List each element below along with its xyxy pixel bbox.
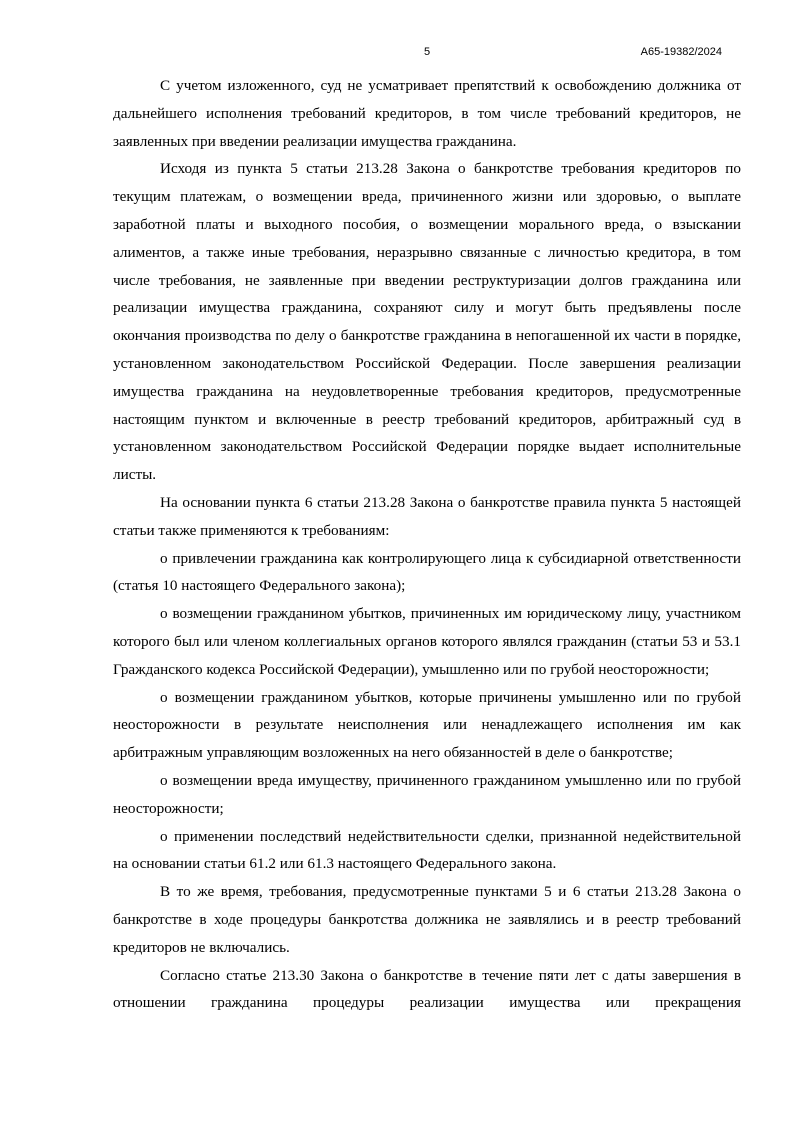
paragraph: о возмещении гражданином убытков, которые причинены умышленно или по грубой неосторожности в результате неисполнения или ненадлежащего исполнения им как арбитражным управляющим возложенных на него обязанностей в деле о банкротстве; <box>113 688 741 762</box>
paragraph: Исходя из пункта 5 статьи 213.28 Закона о банкротстве требования кредиторов по текущим платежам, о возмещении вреда, причиненного жизни или здоровью, о выплате заработной платы и выходного пособия, о возмещении морального вреда, о взыскании алиментов, а также иные требования, неразрывно связанные с личностью кредитора, в том числе требования, не заявленные при введении реструктуризации долгов гражданина или реализации имущества гражданина, сохраняют силу и могут быть предъявлены после окончания производства по делу о банкротстве гражданина в непогашенной их части в порядке, установленном законодательством Российской Федерации. После завершения реализации имущества гражданина на неудовлетворенные требования кредиторов, предусмотренные настоящим пунктом и включенные в реестр требований кредиторов, арбитражный суд в установленном законодательством Российской Федерации порядке выдает исполнительные листы. <box>113 160 741 484</box>
paragraph: о применении последствий недействительности сделки, признанной недействительной на основании статьи 61.2 или 61.3 настоящего Федерального закона. <box>113 827 741 873</box>
document-body <box>113 72 741 1017</box>
paragraph: В то же время, требования, предусмотренные пунктами 5 и 6 статьи 213.28 Закона о банкротстве в ходе процедуры банкротства должника не заявлялись и в реестр требований кредиторов не включались. <box>113 883 741 956</box>
paragraph: о привлечении гражданина как контролирующего лица к субсидиарной ответственности (статья 10 настоящего Федерального закона); <box>113 549 741 595</box>
paragraph: С учетом изложенного, суд не усматривает препятствий к освобождению должника от дальнейшего исполнения требований кредиторов, в том числе требований кредиторов, не заявленных при введении реализации имущества гражданина. <box>113 77 741 150</box>
paragraph: На основании пункта 6 статьи 213.28 Закона о банкротстве правила пункта 5 настоящей статьи также применяются к требованиям: <box>113 493 741 539</box>
paragraph: о возмещении вреда имуществу, причиненного гражданином умышленно или по грубой неосторожности; <box>113 771 741 817</box>
paragraph: Согласно статье 213.30 Закона о банкротстве в течение пяти лет с даты завершения в отношении гражданина процедуры реализации имущества или прекращения <box>113 966 741 1012</box>
page-number: 5 <box>424 46 431 58</box>
paragraph: о возмещении гражданином убытков, причиненных им юридическому лицу, участником которого был или членом коллегиальных органов которого являлся гражданин (статьи 53 и 53.1 Гражданского кодекса Российской Федерации), умышленно или по грубой неосторожности; <box>113 605 741 678</box>
case-number: А65-19382/2024 <box>640 46 722 58</box>
